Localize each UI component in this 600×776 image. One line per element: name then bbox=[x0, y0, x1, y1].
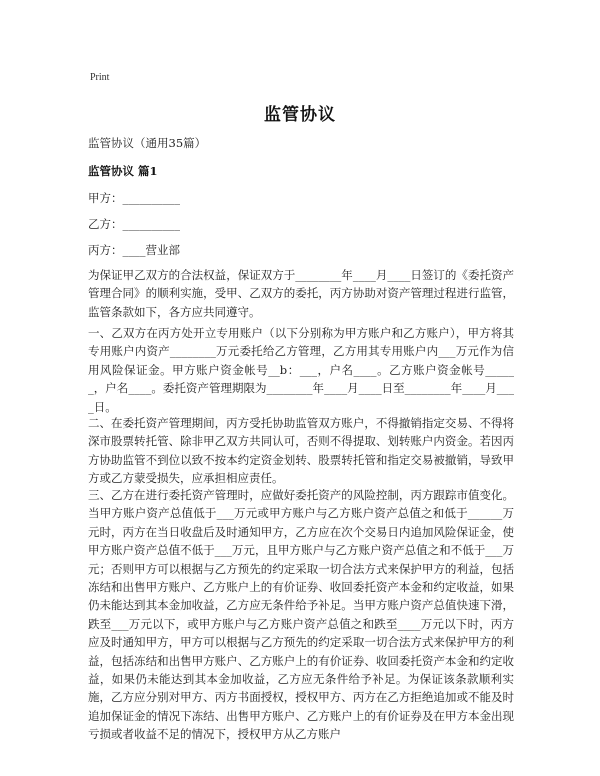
clause-2-paragraph: 二、在委托资产管理期间，丙方受托协助监管双方账户，不得撤销指定交易、不得将深市股票转托管、除非甲乙双方共同认可，否则不得提取、划转账户内资金。若因丙方协助监管不到位以致不按本约定资金划转、股票转托管和指定交易被撤销，导致甲方或乙方蒙受损失，应承担相应责任。 bbox=[88, 416, 514, 486]
party-c-line: 丙方：____营业部 bbox=[88, 243, 180, 257]
clause-3-paragraph: 三、乙方在进行委托资产管理时，应做好委托资产的风险控制，丙方跟踪市值变化。当甲方账户资产总值低于___万元或甲方账户与乙方账户资产总值之和低于______万元时，丙方在当日收盘后及时通知甲方，乙方应在次个交易日内追加风险保证金，使甲方账户资产总值不低于___万元，且甲方账户与乙方账户资产总值之和不低于___万元；否则甲方可以根据与乙方预先的约定采取一切合法方式来保护甲方的利益，包括冻结和出售甲方账户、乙方账户上的有价证券、收回委托资产本金和约定收益，如果仍未能达到其本金加收益，乙方应无条件给予补足。当甲方账户资产总值快速下滑，跌至___万元以下，或甲方账户与乙方账户资产总值之和跌至____万元以下时，丙方应及时通知甲方，甲方可以根据与乙方预先的约定采取一切合法方式来保护甲方的利益，包括冻结和出售甲方账户、乙方账户上的有价证券、收回委托资产本金和约定收益，如果仍未能达到其本金加收益，乙方应无条件给予补足。为保证该条款顺利实施，乙方应分别对甲方、丙方书面授权，授权甲方、丙方在乙方拒绝追加或不能及时追加保证金的情况下冻结、出售甲方账户、乙方账户上的有价证券及在甲方本金出现亏损或者收益不足的情况下，授权甲方从乙方账户 bbox=[88, 488, 514, 742]
intro-paragraph: 为保证甲乙双方的合法权益，保证双方于________年____月____日签订的《委托资产管理合同》的顺利实施，受甲、乙双方的委托，丙方协助对资产管理过程进行监管，监管条款如下，各方应共同遵守。 bbox=[88, 268, 514, 319]
document-subtitle: 监管协议（通用35篇） bbox=[88, 136, 207, 150]
print-link[interactable]: Print bbox=[90, 72, 110, 83]
clause-1-paragraph: 一、乙双方在丙方处开立专用账户（以下分别称为甲方账户和乙方账户），甲方将其专用账户内资产________万元委托给乙方管理，乙方用其专用账户内___万元作为信用风险保证金。甲方账户资金帐号__b：___，户名____。乙方账户资金帐号______，户名____。委托资产管理期限为________年____月____日至________年____月____日。 bbox=[88, 326, 514, 414]
party-b-line: 乙方：__________ bbox=[88, 217, 180, 231]
party-a-line: 甲方：__________ bbox=[88, 191, 180, 205]
document-title: 监管协议 bbox=[264, 105, 336, 125]
section-heading: 监管协议 篇1 bbox=[88, 164, 158, 178]
